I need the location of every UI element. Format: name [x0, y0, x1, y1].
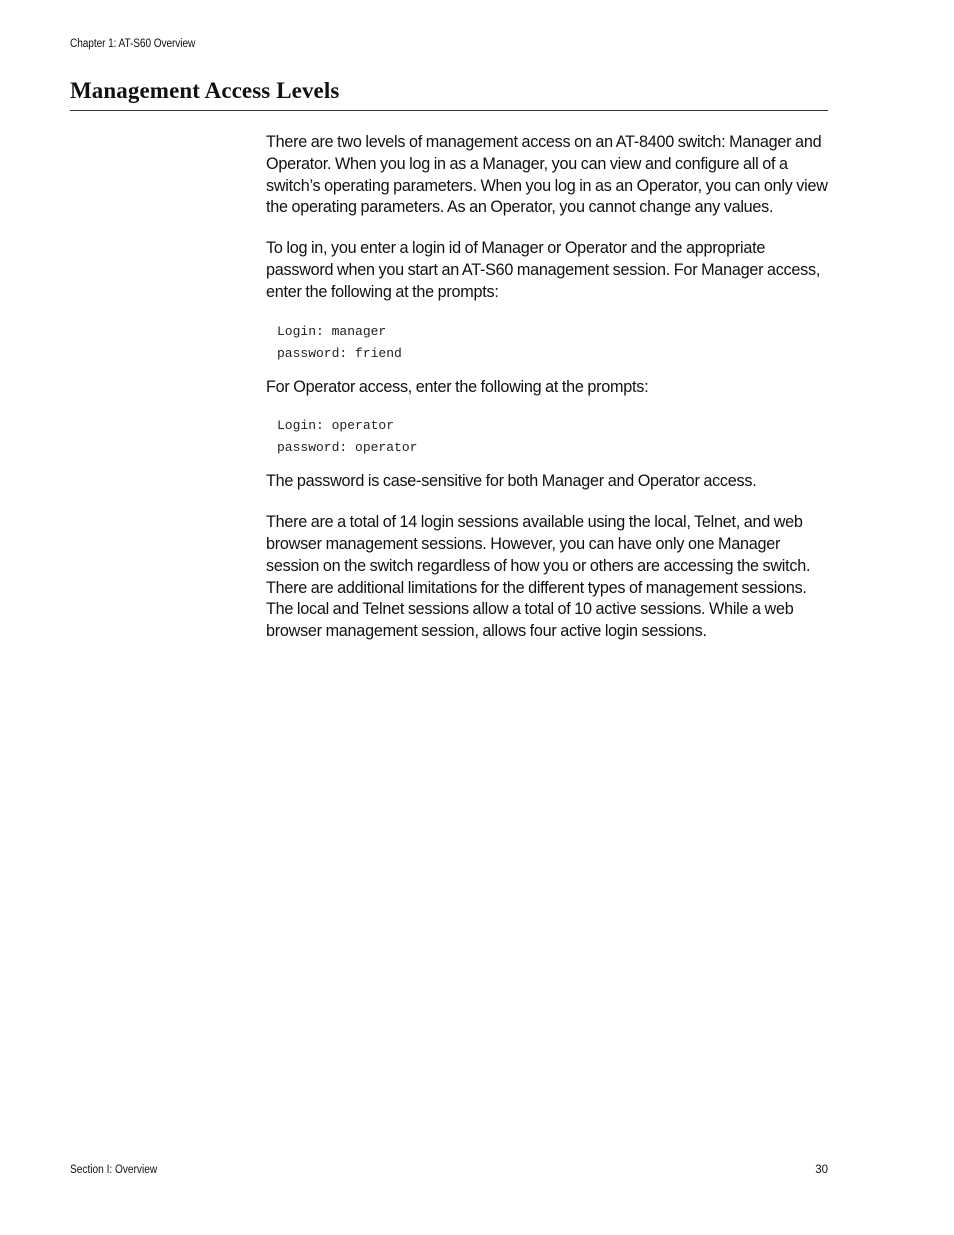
- code-line: password: friend: [277, 345, 402, 361]
- body-column: [266, 132, 836, 662]
- operator-login-code: [277, 415, 836, 459]
- section-title: Management Access Levels: [70, 76, 828, 111]
- login-instructions-paragraph: To log in, you enter a login id of Manager or Operator and the appropriate password when you start an AT-S60 management session. For Manager access, enter the following at the prompts:: [266, 239, 821, 301]
- code-line: Login: manager: [277, 323, 387, 339]
- operator-instructions-paragraph: For Operator access, enter the following at the prompts:: [266, 377, 649, 396]
- code-line: password: operator: [277, 440, 418, 456]
- case-sensitive-paragraph: The password is case-sensitive for both Manager and Operator access.: [266, 472, 757, 491]
- intro-paragraph: There are two levels of management access on an AT-8400 switch: Manager and Operator. When you log in as a Manager, you can view and configure all of a switch’s operating parameters. When you log in as an Operator, you can only view the operating parameters. As an Operator, you cannot change any values.: [266, 133, 828, 217]
- manager-login-code: [277, 321, 836, 365]
- running-footer: Section I: Overview: [70, 1164, 158, 1176]
- sessions-paragraph: There are a total of 14 login sessions available using the local, Telnet, and web browser management sessions. However, you can have only one Manager session on the switch regardless of how you or others are accessing the switch. There are additional limitations for the different types of management sessions. The local and Telnet sessions allow a total of 10 active sessions. While a web browser management session, allows four active login sessions.: [266, 513, 811, 641]
- code-line: Login: operator: [277, 418, 395, 434]
- running-header: Chapter 1: AT-S60 Overview: [70, 38, 196, 50]
- page-number: 30: [815, 1164, 828, 1176]
